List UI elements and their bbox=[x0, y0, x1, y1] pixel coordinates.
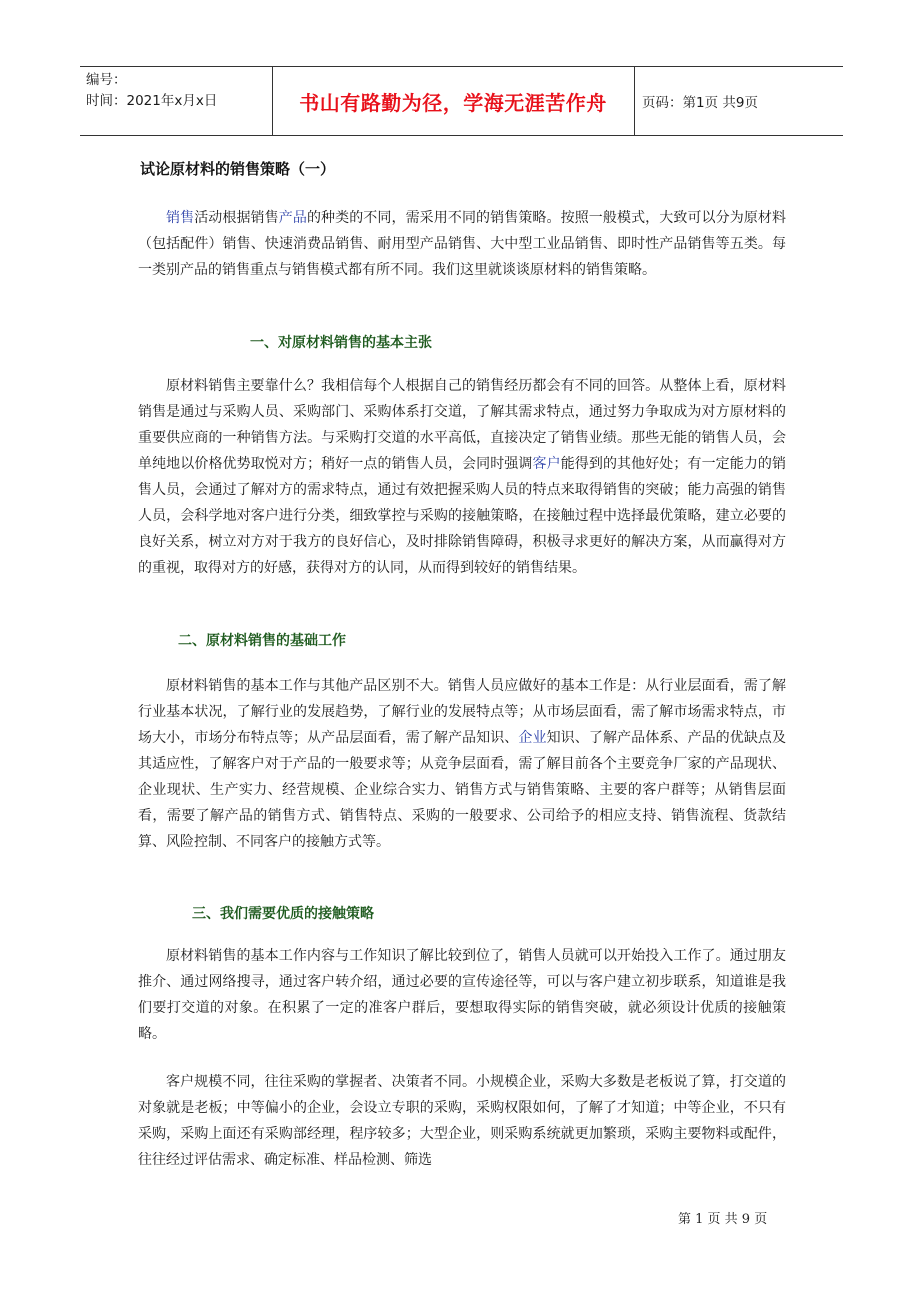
intro-text-1: 活动根据销售 bbox=[194, 210, 279, 226]
section2-heading: 二、原材料销售的基础工作 bbox=[178, 633, 346, 649]
motto: 书山有路勤为径，学海无涯苦作舟 bbox=[272, 67, 635, 135]
link-product[interactable]: 产品 bbox=[278, 210, 307, 226]
section2-text-2: 知识、了解产品体系、产品的优缺点及其适应性，了解客户对于产品的一般要求等；从竞争层面看，需了解目前各个主要竞争厂家的产品现状、企业现状、生产实力、经营规模、企业综合实力、销售方式与销售策略、主要的客户群等；从销售层面看，需要了解产品的销售方式、销售特点、采购的一般要求、公司给予的相应支持、销售流程、货款结算、风险控制、不同客户的接触方式等。 bbox=[138, 730, 787, 850]
code-label: 编号： bbox=[86, 72, 127, 88]
intro-paragraph bbox=[138, 205, 786, 283]
section1-text-1: 原材料销售主要靠什么？我相信每个人根据自己的销售经历都会有不同的回答。从整体上看，原材料销售是通过与采购人员、采购部门、采购体系打交道，了解其需求特点，通过努力争取成为对方原材料的重要供应商的一种销售方法。与采购打交道的水平高低，直接决定了销售业绩。那些无能的销售人员，会单纯地以价格优势取悦对方；稍好一点的销售人员，会同时强调 bbox=[138, 378, 786, 472]
section2-text-1: 原材料销售的基本工作与其他产品区别不大。销售人员应做好的基本工作是：从行业层面看，需了解行业基本状况，了解行业的发展趋势，了解行业的发展特点等；从市场层面看，需了解市场需求特点，市场大小，市场分布特点等；从产品层面看，需了解产品知识、 bbox=[138, 678, 786, 746]
section1-heading: 一、对原材料销售的基本主张 bbox=[250, 335, 432, 351]
section3-paragraph-2: 客户规模不同，往往采购的掌握者、决策者不同。小规模企业，采购大多数是老板说了算，打交道的对象就是老板；中等偏小的企业，会设立专职的采购，采购权限如何，了解了才知道；中等企业，不只有采购，采购上面还有采购部经理，程序较多；大型企业，则采购系统就更加繁琐，采购主要物料或配件，往往经过评估需求、确定标准、样品检测、筛选 bbox=[138, 1074, 786, 1168]
header-left-cell bbox=[80, 67, 273, 135]
section3-paragraph-1: 原材料销售的基本工作内容与工作知识了解比较到位了，销售人员就可以开始投入工作了。通过朋友推介、通过网络搜寻，通过客户转介绍，通过必要的宣传途径等，可以与客户建立初步联系，知道谁是我们要打交道的对象。在积累了一定的准客户群后，要想取得实际的销售突破，就必须设计优质的接触策略。 bbox=[138, 948, 786, 1042]
section3-heading: 三、我们需要优质的接触策略 bbox=[192, 906, 374, 922]
page-footer: 第 1 页 共 9 页 bbox=[678, 1212, 768, 1227]
date-text: 时间：2021年x月x日 bbox=[86, 93, 218, 109]
page-header bbox=[80, 66, 843, 136]
section2-paragraph bbox=[138, 673, 786, 855]
document-title: 试论原材料的销售策略（一） bbox=[140, 160, 336, 178]
intro-text-2: 的种类的不同，需采用不同的销售策略。按照一般模式，大致可以分为原材料（包括配件）销售、快速消费品销售、耐用型产品销售、大中型工业品销售、即时性产品销售等五类。每一类别产品的销售重点与销售模式都有所不同。我们这里就谈谈原材料的销售策略。 bbox=[138, 210, 787, 278]
link-customer[interactable]: 客户 bbox=[532, 456, 561, 472]
section1-paragraph bbox=[138, 373, 786, 581]
section1-text-2: 能得到的其他好处；有一定能力的销售人员，会通过了解对方的需求特点，通过有效把握采购人员的特点来取得销售的突破；能力高强的销售人员，会科学地对客户进行分类，细致掌控与采购的接触策略，在接触过程中选择最优策略，建立必要的良好关系，树立对方对于我方的良好信心，及时排除销售障碍，积极寻求更好的解决方案，从而赢得对方的重视，取得对方的好感，获得对方的认同，从而得到较好的销售结果。 bbox=[138, 456, 787, 576]
link-sales[interactable]: 销售 bbox=[166, 210, 195, 226]
page-info: 页码：第1页 共9页 bbox=[642, 95, 758, 111]
link-enterprise[interactable]: 企业 bbox=[518, 730, 547, 746]
